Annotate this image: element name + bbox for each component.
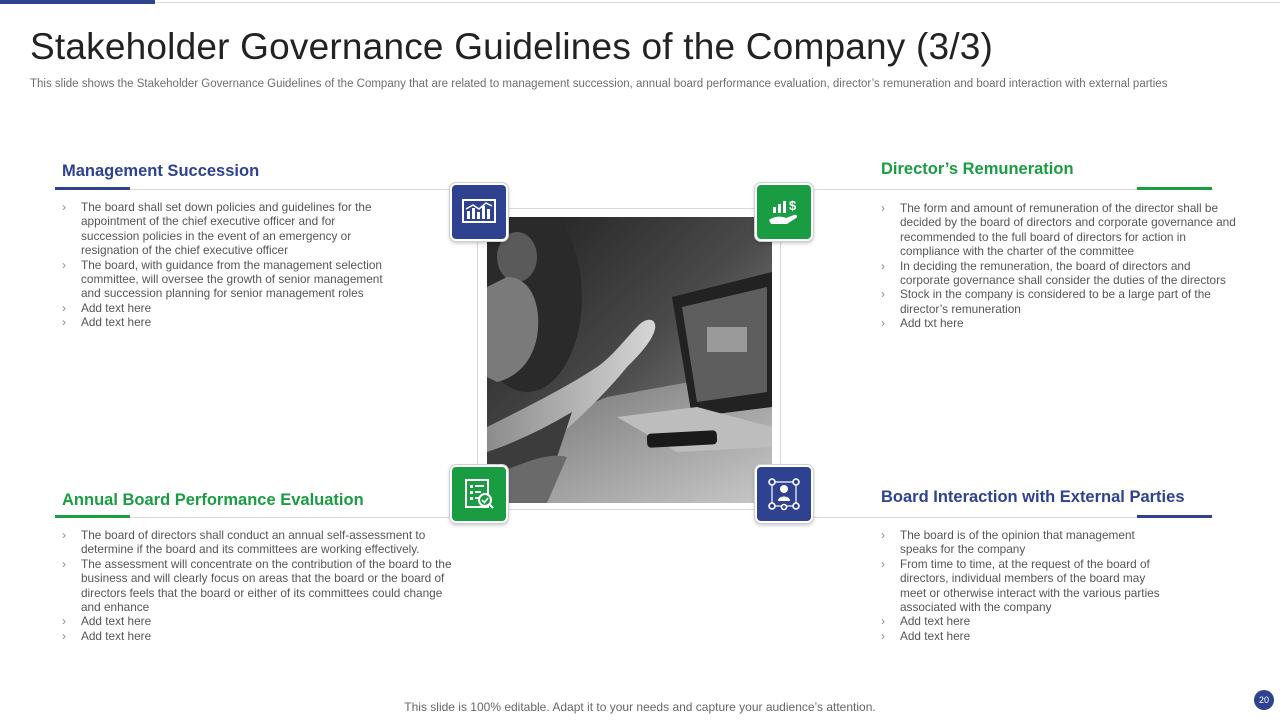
- management-succession-accent: [55, 187, 130, 190]
- directors-remuneration-accent: [1137, 187, 1212, 190]
- list-item: › Stock in the company is considered to be a large part of the director’s remuneration: [881, 287, 1236, 316]
- top-divider: [0, 2, 1280, 3]
- management-succession-list: [62, 200, 392, 330]
- list-item: › The board is of the opinion that management speaks for the company: [881, 528, 1171, 557]
- list-item: › Add text here: [62, 629, 452, 643]
- list-item: › The board of directors shall conduct an annual self-assessment to determine if the board and its committees are working effectively.: [62, 528, 452, 557]
- annual-board-performance-accent: [55, 515, 130, 518]
- meeting-photo: [487, 217, 772, 503]
- directors-remuneration-list: [881, 201, 1236, 331]
- list-item: › From time to time, at the request of the board of directors, individual members of the board may meet or otherwise interact with the various parties associated with the company: [881, 557, 1171, 615]
- slide-subtitle: This slide shows the Stakeholder Governance Guidelines of the Company that are related to management succession, annual board performance evaluation, director’s remuneration and board interaction with external parties: [30, 78, 1168, 90]
- slide-footer: This slide is 100% editable. Adapt it to your needs and capture your audience’s attention.: [404, 700, 876, 714]
- chart-presentation-icon: [450, 183, 508, 241]
- list-item: › Add text here: [62, 315, 392, 329]
- page-number-badge: 20: [1254, 690, 1274, 710]
- slide-title: Stakeholder Governance Guidelines of the Company (3/3): [30, 26, 994, 67]
- list-item: › The board, with guidance from the management selection committee, will oversee the growth of senior management and succession planning for senior management roles: [62, 258, 392, 301]
- list-item: › Add text here: [881, 629, 1171, 643]
- annual-board-performance-heading: Annual Board Performance Evaluation: [62, 491, 364, 509]
- board-interaction-accent: [1137, 515, 1212, 518]
- list-item: › Add text here: [62, 301, 392, 315]
- people-network-icon: [755, 465, 813, 523]
- evaluation-report-icon: [450, 465, 508, 523]
- list-item: › The assessment will concentrate on the contribution of the board to the business and will clearly focus on areas that the board or the board of directors feels that the board or either of its committees could change and enhance: [62, 557, 452, 615]
- directors-remuneration-heading: Director’s Remuneration: [881, 160, 1074, 178]
- list-item: › Add text here: [62, 614, 452, 628]
- list-item: › Add txt here: [881, 316, 1236, 330]
- hand-money-growth-icon: [755, 183, 813, 241]
- list-item: › Add text here: [881, 614, 1171, 628]
- board-interaction-list: [881, 528, 1171, 643]
- svg-text:$: $: [789, 198, 797, 213]
- list-item: › In deciding the remuneration, the board of directors and corporate governance shall consider the duties of the directors: [881, 259, 1236, 288]
- list-item: › The board shall set down policies and guidelines for the appointment of the chief executive officer and for succession policies in the event of an emergency or resignation of the chief executive officer: [62, 200, 392, 258]
- board-interaction-heading: Board Interaction with External Parties: [881, 488, 1185, 506]
- management-succession-heading: Management Succession: [62, 162, 260, 180]
- annual-board-performance-list: [62, 528, 452, 643]
- list-item: › The form and amount of remuneration of the director shall be decided by the board of directors and corporate governance and recommended to the full board of directors for action in compliance with the charter of the committee: [881, 201, 1236, 259]
- top-accent-bar: [0, 0, 155, 4]
